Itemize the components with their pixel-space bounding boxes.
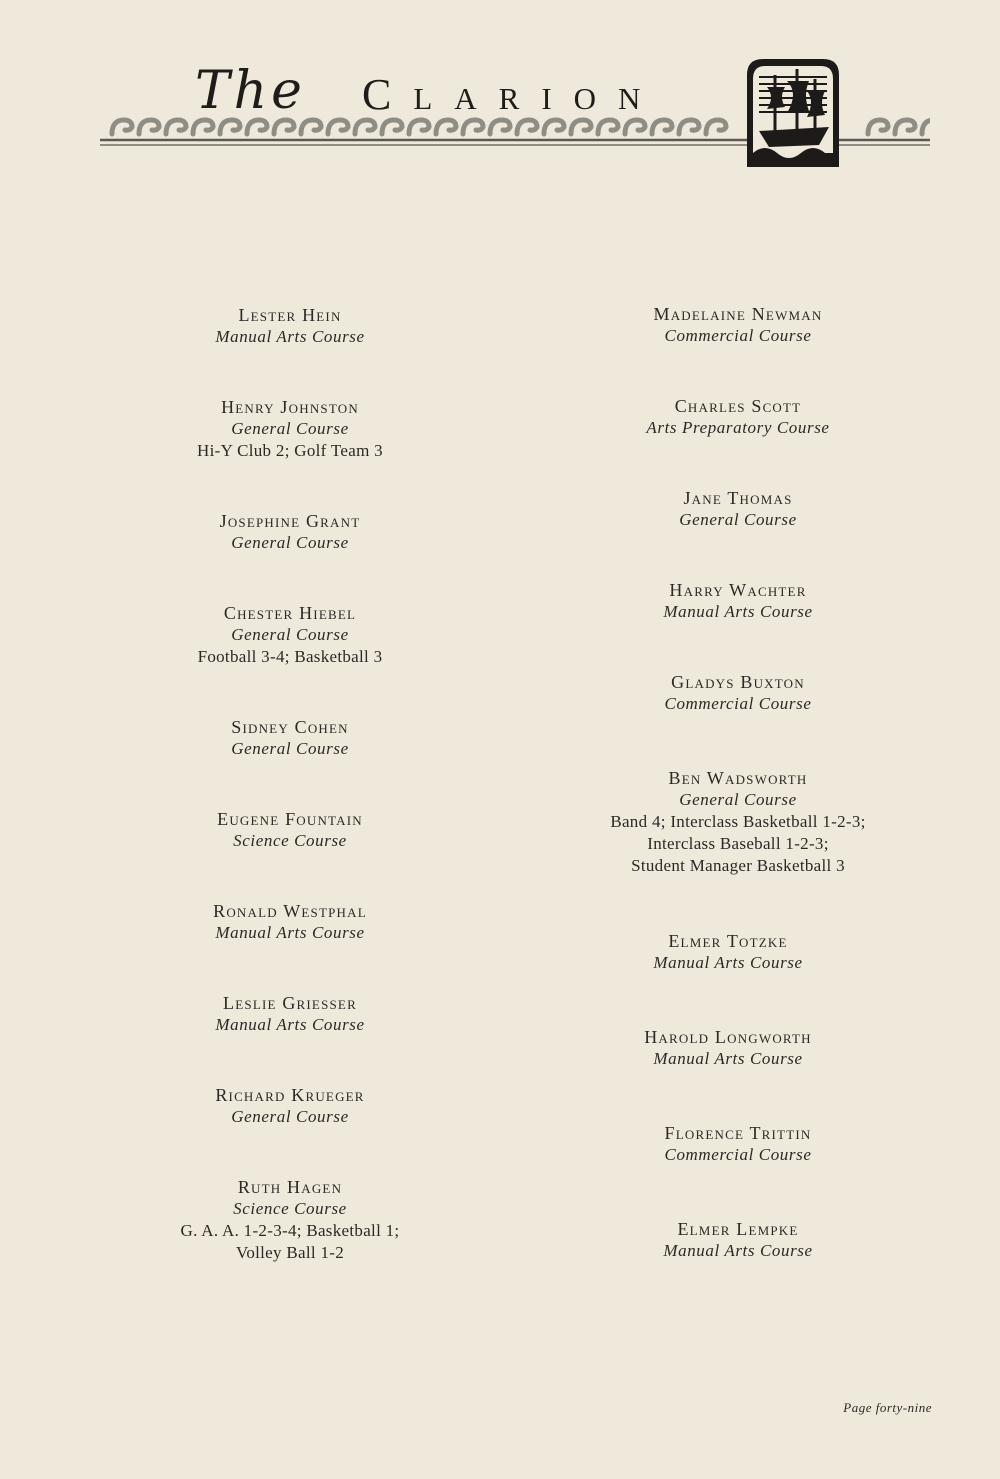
- student-name: Ruth Hagen: [237, 1177, 343, 1197]
- student-activities: Volley Ball 1-2: [235, 1243, 345, 1262]
- student-name: Madelaine Newman: [653, 304, 823, 324]
- student-course: General Course: [231, 625, 349, 644]
- student-activities: Interclass Baseball 1-2-3;: [647, 834, 829, 853]
- student-activities: G. A. A. 1-2-3-4; Basketball 1;: [180, 1221, 400, 1240]
- wave-scroll: [490, 120, 510, 134]
- senior-entry: [528, 579, 948, 623]
- student-course: Arts Preparatory Course: [646, 418, 830, 437]
- student-course: Commercial Course: [664, 326, 812, 345]
- masthead: [100, 55, 930, 170]
- senior-entry: [80, 900, 500, 944]
- student-name: Elmer Lempke: [677, 1219, 799, 1239]
- senior-entry: [528, 1122, 948, 1166]
- student-activities: Student Manager Basketball 3: [631, 856, 845, 875]
- senior-entry: [80, 992, 500, 1036]
- wave-scroll: [112, 120, 132, 134]
- wave-scroll: [517, 120, 537, 134]
- page-number: Page forty-nine: [843, 1400, 932, 1415]
- student-name: Chester Hiebel: [223, 603, 357, 623]
- student-name: Charles Scott: [674, 396, 802, 416]
- wave-scroll: [274, 120, 294, 134]
- student-name: Ben Wadsworth: [668, 768, 808, 788]
- student-name: Ronald Westphal: [213, 901, 367, 921]
- student-activities: Hi-Y Club 2; Golf Team 3: [197, 441, 383, 460]
- student-course: Science Course: [233, 1199, 347, 1218]
- wave-scroll: [868, 120, 888, 134]
- student-name: Lester Hein: [238, 305, 342, 325]
- wave-scroll: [679, 120, 699, 134]
- wave-scroll: [436, 120, 456, 134]
- senior-entry: [80, 510, 500, 554]
- student-name: Leslie Griesser: [223, 993, 357, 1013]
- wave-scroll: [706, 120, 726, 134]
- student-name: Henry Johnston: [221, 397, 359, 417]
- wave-scroll: [571, 120, 591, 134]
- student-course: Manual Arts Course: [653, 1049, 803, 1068]
- wave-scroll: [139, 120, 159, 134]
- senior-entry: [80, 1176, 500, 1264]
- senior-entry: [80, 1084, 500, 1128]
- student-name: Harry Wachter: [669, 580, 807, 600]
- senior-entry: [528, 303, 948, 347]
- senior-entry: [528, 395, 948, 439]
- wave-scroll: [544, 120, 564, 134]
- senior-entry: [80, 396, 500, 462]
- senior-entry: [528, 1026, 928, 1070]
- student-course: Manual Arts Course: [215, 327, 365, 346]
- student-name: Josephine Grant: [219, 511, 361, 531]
- student-course: General Course: [231, 419, 349, 438]
- student-name: Harold Longworth: [644, 1027, 812, 1047]
- student-course: Commercial Course: [664, 1145, 812, 1164]
- wave-scroll: [301, 120, 321, 134]
- wave-scroll: [409, 120, 429, 134]
- wave-scroll: [220, 120, 240, 134]
- senior-entry: [528, 671, 948, 715]
- student-activities: Football 3-4; Basketball 3: [197, 647, 383, 666]
- student-activities: Band 4; Interclass Basketball 1-2-3;: [610, 812, 866, 831]
- student-name: Eugene Fountain: [217, 809, 363, 829]
- senior-entry: [528, 930, 928, 974]
- student-course: General Course: [231, 533, 349, 552]
- wave-scroll: [895, 120, 915, 134]
- student-course: Manual Arts Course: [215, 923, 365, 942]
- senior-entry: [528, 767, 948, 877]
- student-name: Gladys Buxton: [671, 672, 805, 692]
- student-course: Manual Arts Course: [663, 1241, 813, 1260]
- senior-entry: [80, 716, 500, 760]
- senior-entry: [80, 304, 500, 348]
- student-name: Elmer Totzke: [668, 931, 788, 951]
- student-course: General Course: [679, 790, 797, 809]
- student-name: Florence Trittin: [664, 1123, 812, 1143]
- title-clarion: Clarion: [362, 70, 663, 119]
- student-course: Manual Arts Course: [215, 1015, 365, 1034]
- student-name: Richard Krueger: [215, 1085, 365, 1105]
- wave-scroll: [598, 120, 618, 134]
- senior-entry: [80, 602, 500, 668]
- ship-emblem-icon: [745, 57, 841, 167]
- student-course: Science Course: [233, 831, 347, 850]
- wave-scroll: [652, 120, 672, 134]
- student-name: Jane Thomas: [683, 488, 793, 508]
- wave-scroll: [355, 120, 375, 134]
- wave-scroll: [382, 120, 402, 134]
- senior-entry: [528, 1218, 948, 1262]
- wave-scroll: [193, 120, 213, 134]
- student-course: Commercial Course: [664, 694, 812, 713]
- title-the: The: [195, 61, 306, 121]
- wave-scroll: [463, 120, 483, 134]
- wave-scroll: [625, 120, 645, 134]
- wave-scroll: [922, 120, 930, 134]
- wave-scroll: [247, 120, 267, 134]
- student-name: Sidney Cohen: [231, 717, 349, 737]
- student-course: General Course: [231, 739, 349, 758]
- wave-scroll: [328, 120, 348, 134]
- student-course: Manual Arts Course: [663, 602, 813, 621]
- student-course: General Course: [679, 510, 797, 529]
- student-course: Manual Arts Course: [653, 953, 803, 972]
- senior-entry: [80, 808, 500, 852]
- student-course: General Course: [231, 1107, 349, 1126]
- wave-scroll: [166, 120, 186, 134]
- senior-entry: [528, 487, 948, 531]
